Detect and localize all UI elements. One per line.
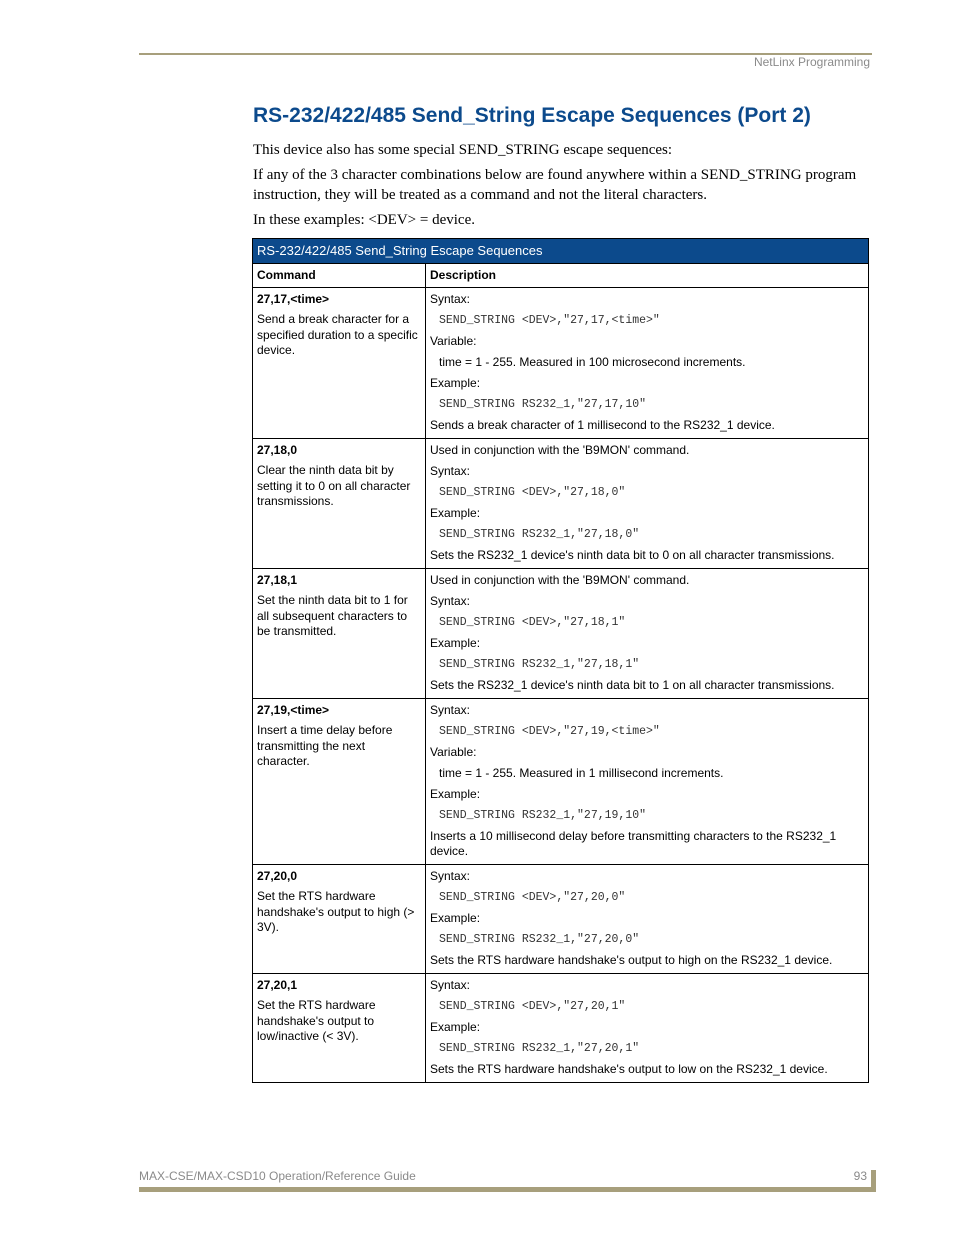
- code-sample: SEND_STRING RS232_1,"27,20,1": [439, 1042, 640, 1055]
- variable-definition: time = 1 - 255. Measured in 100 microsecond increments.: [439, 355, 746, 369]
- description-text: Used in conjunction with the 'B9MON' command.: [430, 443, 690, 457]
- description-cell: [426, 439, 869, 569]
- description-text: Sets the RTS hardware handshake's output to low on the RS232_1 device.: [430, 1062, 828, 1076]
- chapter-header: NetLinx Programming: [753, 55, 870, 69]
- description-text: Sets the RTS hardware handshake's output to high on the RS232_1 device.: [430, 953, 833, 967]
- description-text: Sets the RS232_1 device's ninth data bit to 0 on all character transmissions.: [430, 548, 835, 562]
- command-cell: [253, 974, 426, 1083]
- description-text: Inserts a 10 millisecond delay before transmitting characters to the RS232_1 device.: [430, 829, 837, 858]
- code-sample: SEND_STRING <DEV>,"27,20,1": [439, 1000, 626, 1013]
- field-label: Variable:: [430, 334, 477, 348]
- command-summary: Insert a time delay before transmitting the next character.: [257, 723, 393, 768]
- command-cell: [253, 569, 426, 699]
- table-row: [253, 974, 869, 1083]
- field-label: Syntax:: [430, 978, 471, 992]
- field-label: Syntax:: [430, 464, 471, 478]
- command-code: 27,20,1: [257, 978, 298, 992]
- command-summary: Set the RTS hardware handshake's output to high (> 3V).: [257, 889, 415, 934]
- code-sample: SEND_STRING RS232_1,"27,17,10": [439, 398, 647, 411]
- description-cell: [426, 699, 869, 865]
- code-sample: SEND_STRING RS232_1,"27,18,1": [439, 658, 640, 671]
- description-cell: [426, 288, 869, 439]
- explanation-paragraph: If any of the 3 character combinations below are found anywhere within a SEND_STRING program instruction, they will be treated as a command and not the literal characters.: [253, 167, 857, 203]
- command-cell: [253, 699, 426, 865]
- description-text: Sends a break character of 1 millisecond to the RS232_1 device.: [430, 418, 775, 432]
- table-row: [253, 288, 869, 439]
- example-note-paragraph: In these examples: <DEV> = device.: [253, 212, 475, 228]
- table-row: [253, 865, 869, 974]
- table-row: [253, 569, 869, 699]
- field-label: Syntax:: [430, 292, 471, 306]
- escape-sequence-table: [252, 238, 869, 1083]
- page-number: 93: [853, 1169, 867, 1183]
- command-summary: Set the ninth data bit to 1 for all subsequent characters to be transmitted.: [257, 593, 408, 638]
- field-label: Example:: [430, 506, 481, 520]
- code-sample: SEND_STRING <DEV>,"27,18,1": [439, 616, 626, 629]
- code-sample: SEND_STRING <DEV>,"27,20,0": [439, 891, 626, 904]
- code-sample: SEND_STRING RS232_1,"27,18,0": [439, 528, 640, 541]
- command-code: 27,18,1: [257, 573, 298, 587]
- field-label: Variable:: [430, 745, 477, 759]
- command-cell: [253, 439, 426, 569]
- command-code: 27,17,<time>: [257, 292, 330, 306]
- description-cell: [426, 865, 869, 974]
- command-summary: Set the RTS hardware handshake's output to low/inactive (< 3V).: [257, 998, 376, 1043]
- command-summary: Clear the ninth data bit by setting it to 0 on all character transmissions.: [257, 463, 411, 508]
- code-sample: SEND_STRING <DEV>,"27,18,0": [439, 486, 626, 499]
- field-label: Example:: [430, 376, 481, 390]
- field-label: Syntax:: [430, 869, 471, 883]
- table-body: [253, 288, 869, 1083]
- description-cell: [426, 974, 869, 1083]
- column-header-description: Description: [426, 264, 869, 288]
- field-label: Example:: [430, 911, 481, 925]
- section-title: RS-232/422/485 Send_String Escape Sequences (Port 2): [253, 104, 811, 127]
- code-sample: SEND_STRING RS232_1,"27,20,0": [439, 933, 640, 946]
- field-label: Example:: [430, 636, 481, 650]
- command-cell: [253, 288, 426, 439]
- table-row: [253, 439, 869, 569]
- column-header-command: Command: [253, 264, 426, 288]
- field-label: Example:: [430, 787, 481, 801]
- intro-paragraph: This device also has some special SEND_STRING escape sequences:: [253, 142, 673, 158]
- command-code: 27,20,0: [257, 869, 298, 883]
- command-code: 27,18,0: [257, 443, 298, 457]
- description-text: Used in conjunction with the 'B9MON' command.: [430, 573, 690, 587]
- field-label: Syntax:: [430, 594, 471, 608]
- code-sample: SEND_STRING <DEV>,"27,17,<time>": [439, 314, 660, 327]
- description-cell: [426, 569, 869, 699]
- code-sample: SEND_STRING RS232_1,"27,19,10": [439, 809, 647, 822]
- command-code: 27,19,<time>: [257, 703, 330, 717]
- table-row: [253, 699, 869, 865]
- variable-definition: time = 1 - 255. Measured in 1 millisecond increments.: [439, 766, 724, 780]
- footer-bar: [871, 1170, 876, 1192]
- command-cell: [253, 865, 426, 974]
- code-sample: SEND_STRING <DEV>,"27,19,<time>": [439, 725, 660, 738]
- table-title: RS-232/422/485 Send_String Escape Sequences: [253, 239, 869, 264]
- description-text: Sets the RS232_1 device's ninth data bit to 1 on all character transmissions.: [430, 678, 835, 692]
- field-label: Syntax:: [430, 703, 471, 717]
- footer-guide-title: MAX-CSE/MAX-CSD10 Operation/Reference Guide: [139, 1169, 416, 1183]
- field-label: Example:: [430, 1020, 481, 1034]
- footer-rule: [139, 1187, 875, 1192]
- command-summary: Send a break character for a specified duration to a specific device.: [257, 312, 418, 357]
